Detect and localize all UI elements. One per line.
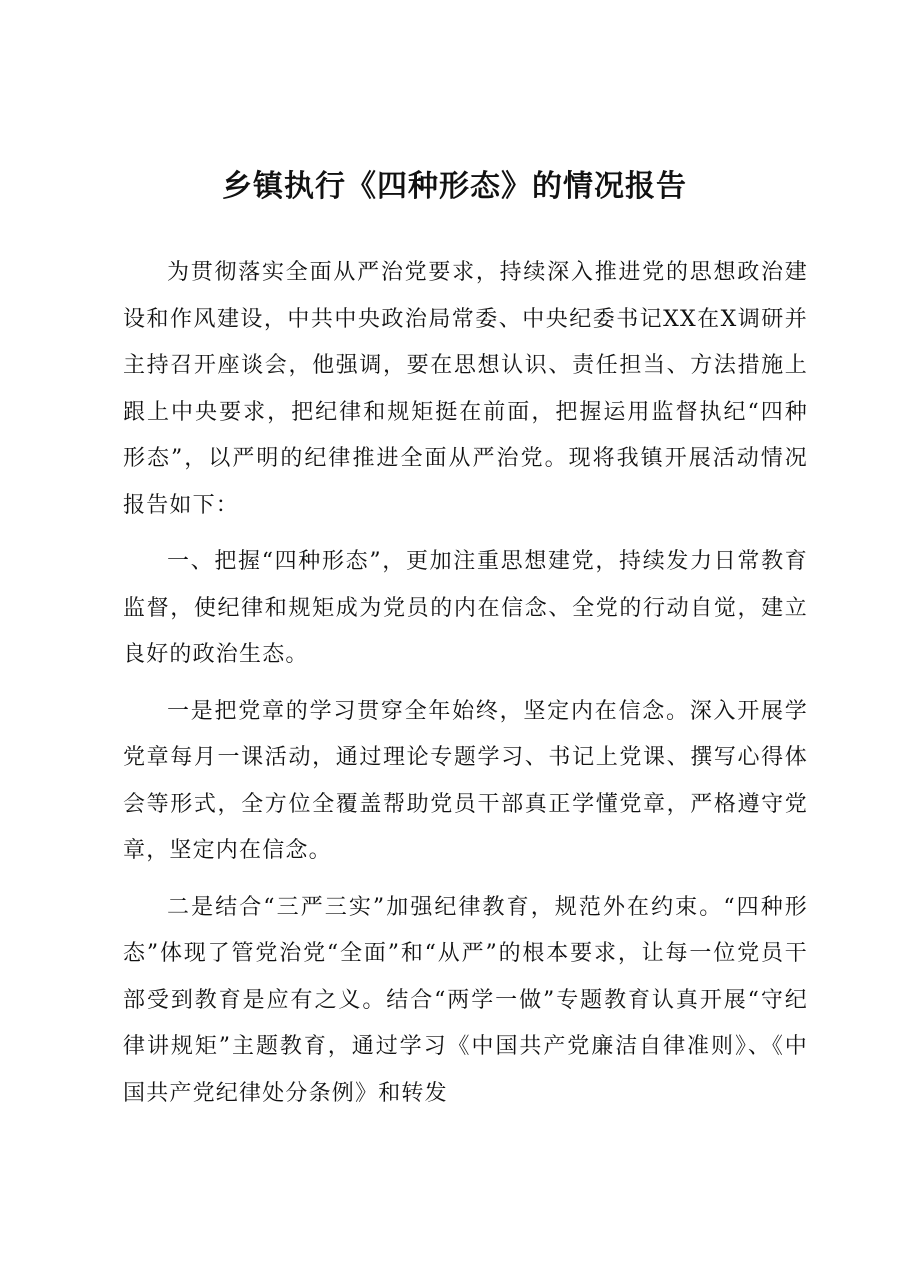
paragraph-section-one: 一、把握“四种形态”，更加注重思想建党，持续发力日常教育监督，使纪律和规矩成为党员的内在信念、全党的行动自觉，建立良好的政治生态。 <box>123 549 808 667</box>
document-title: 乡镇执行《四种形态》的情况报告 <box>222 169 687 204</box>
paragraph-intro: 为贯彻落实全面从严治党要求，持续深入推进党的思想政治建设和作风建设，中共中央政治局常委、中央纪委书记XX在X调研并主持召开座谈会，他强调，要在思想认识、责任担当、方法措施上跟上中央要求，把纪律和规矩挺在前面，把握运用监督执纪“四种形态”，以严明的纪律推进全面从严治党。现将我镇开展活动情况报告如下： <box>123 260 808 518</box>
document-body <box>123 250 808 1127</box>
paragraph-point-two: 二是结合“三严三实”加强纪律教育，规范外在约束。“四种形态”体现了管党治党“全面”和“从严”的根本要求，让每一位党员干部受到教育是应有之义。结合“两学一做”专题教育认真开展“守纪律讲规矩”主题教育，通过学习《中国共产党廉洁自律准则》、《中国共产党纪律处分条例》和转发 <box>123 894 808 1106</box>
paragraph-point-one: 一是把党章的学习贯穿全年始终，坚定内在信念。深入开展学党章每月一课活动，通过理论专题学习、书记上党课、撰写心得体会等形式，全方位全覆盖帮助党员干部真正学懂党章，严格遵守党章，坚定内在信念。 <box>123 698 808 863</box>
